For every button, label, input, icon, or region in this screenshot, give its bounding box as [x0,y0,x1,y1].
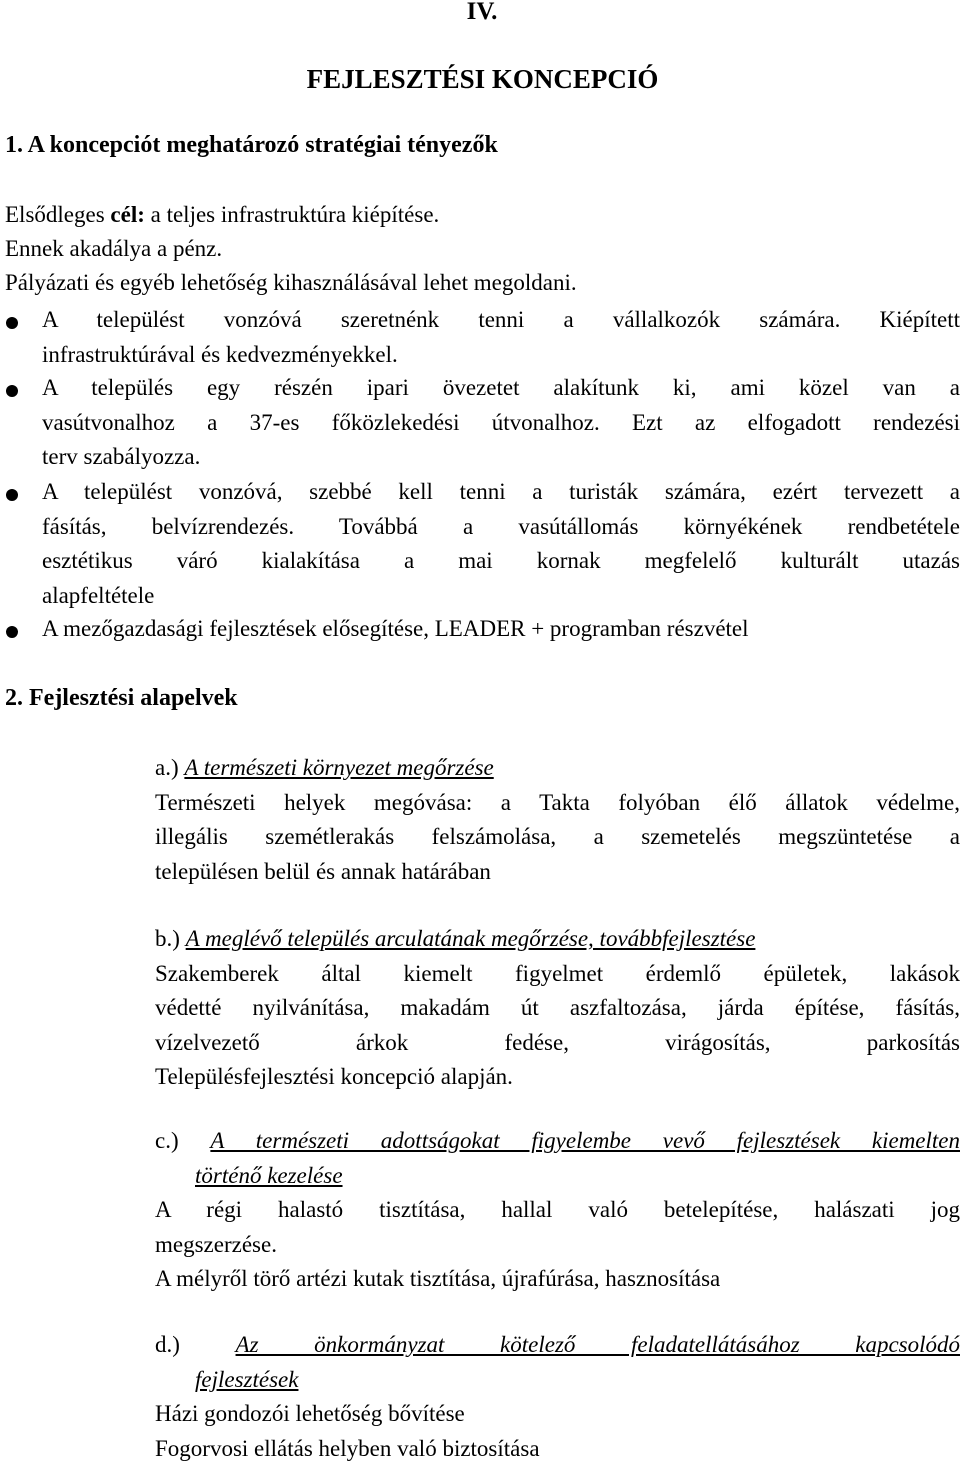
bullet-icon [6,489,18,501]
intro-line-3: Pályázati és egyéb lehetőség kihasználásával lehet megoldani. [5,270,577,295]
chapter-number: IV. [466,0,498,25]
principle-b: b.) A meglévő település arculatának megőrzése, továbbfejlesztése Szakemberek által kiemelt figyelmet érdemlő épületek, lakások védetté nyilvánítása, makadám út aszfaltozása, járda építése, fásítás, vízelvezető árkok fedése, virágosítás, parkosítás Településfejlesztési koncepció alapján. [155,922,960,1095]
principle-a: a.) A természeti környezet megőrzése Természeti helyek megóvása: a Takta folyóban élő állatok védelme, illegális szemétlerakás felszámolása, a szemetelés megszüntetése a településen belül és annak határában [155,751,960,889]
principle-c-title: c.) A természeti adottságokat figyelembe vevő fejlesztések kiemelten [155,1128,960,1153]
bullet-item-2: A település egy részén ipari övezetet alakítunk ki, ami közel van a vasútvonalhoz a 37-es főközlekedési útvonalhoz. Ezt az elfogadott rendezési terv szabályozza. [42,375,960,469]
bullet-item-1: A települést vonzóvá szeretnénk tenni a vállalkozók számára. Kiépített infrastruktúrával és kedvezményekkel. [42,307,960,367]
bullet-icon [6,626,18,638]
principle-c: c.) A természeti adottságokat figyelembe vevő fejlesztések kiemelten történő kezelése A régi halastó tisztítása, hallal való betelepítése, halászati jog megszerzése. A mélyről törő artézi kutak tisztítása, újrafúrása, hasznosítása [155,1124,960,1297]
section-2-heading: 2. Fejlesztési alapelvek [5,685,238,711]
bullet-icon [6,385,18,397]
page-title: FEJLESZTÉSI KONCEPCIÓ [306,64,659,94]
principle-a-title: a.) A természeti környezet megőrzése [155,755,494,780]
principle-b-title: b.) A meglévő település arculatának megőrzése, továbbfejlesztése [155,926,756,951]
bullet-item-3: A települést vonzóvá, szebbé kell tenni a turisták számára, ezért tervezett a fásítás, belvízrendezés. Továbbá a vasútállomás környékének rendbetétele esztétikus váró kialakítása a mai kornak megfelelő kulturált utazás alapfeltétele [42,479,960,608]
goal-label: cél: [110,202,145,227]
intro-line-2: Ennek akadálya a pénz. [5,236,223,261]
principle-d: d.) Az önkormányzat kötelező feladatellátásához kapcsolódó fejlesztések Házi gondozói lehetőség bővítése Fogorvosi ellátás helyben való biztosítása [155,1328,960,1466]
bullet-icon [6,317,18,329]
section-1-heading: 1. A koncepciót meghatározó stratégiai tényezők [5,132,498,158]
principle-d-title: d.) Az önkormányzat kötelező feladatellátásához kapcsolódó [155,1332,960,1357]
bullet-item-4: A mezőgazdasági fejlesztések elősegítése, LEADER + programban részvétel [42,616,749,641]
intro-line-1: Elsődleges cél: a teljes infrastruktúra kiépítése. [5,202,440,227]
